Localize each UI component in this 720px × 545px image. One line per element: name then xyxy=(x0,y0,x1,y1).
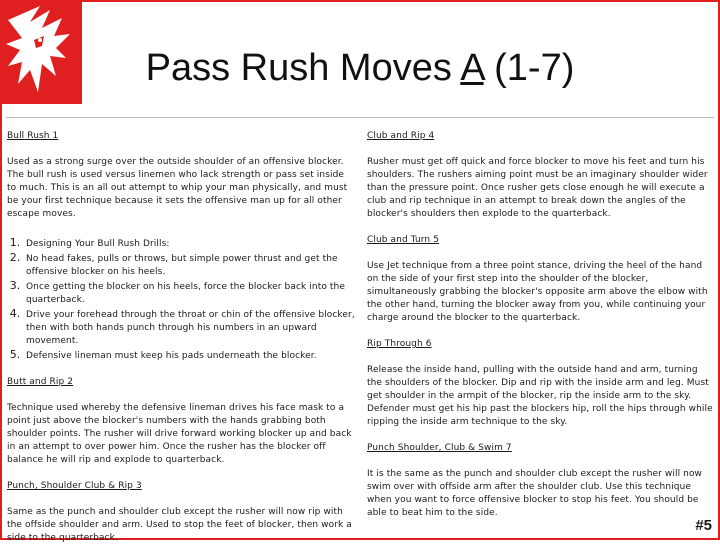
rip-through-heading: Rip Through 6 xyxy=(367,339,432,349)
club-and-rip-heading: Club and Rip 4 xyxy=(367,131,435,141)
butt-and-rip-heading: Butt and Rip 2 xyxy=(7,377,74,387)
bull-rush-drill-list xyxy=(7,236,355,363)
left-border xyxy=(0,104,2,540)
list-item: 2. No head fakes, pulls or throws, but simple power thrust and get the offensive blocker on his heels. xyxy=(24,251,355,279)
page-title: Pass Rush Moves A (1-7) xyxy=(145,47,575,89)
punch-swim-body: It is the same as the punch and shoulder club except the rusher will now swim over with offside arm after the shoulder club. Use this technique when you want to force offensive blocker to stop his feet. You should be able to beat him to the side. xyxy=(367,469,703,518)
butt-and-rip-body: Technique used whereby the defensive lineman drives his face mask to a point just above the blocker's numbers with the hands grabbing both shoulder points. The rusher will drive forward working blocker up and back in an attempt to over power him. Once the rusher has the blocker off balance he will rip and explode to quarterback. xyxy=(7,403,352,465)
right-column xyxy=(367,130,713,520)
page-number: #5 xyxy=(695,517,712,534)
list-item: 5. Defensive lineman must keep his pads underneath the blocker. xyxy=(24,348,355,363)
punch-swim-heading: Punch Shoulder, Club & Swim 7 xyxy=(367,443,512,453)
club-and-turn-body: Use Jet technique from a three point stance, driving the heel of the hand on the side of your first step into the shoulder of the blocker, simultaneously grabbing the blocker's opposite arm above the elbow with the other hand, turning the blocker away from you, while continuing your charge around the blocker to the quarterback. xyxy=(367,261,708,323)
bull-rush-heading: Bull Rush 1 xyxy=(7,131,59,141)
club-and-turn-heading: Club and Turn 5 xyxy=(367,235,440,245)
divider-line xyxy=(6,117,714,118)
punch-club-rip-heading: Punch, Shoulder Club & Rip 3 xyxy=(7,481,142,491)
top-border xyxy=(82,0,720,2)
club-and-rip-body: Rusher must get off quick and force blocker to move his feet and turn his shoulders. The rushers aiming point must be an imaginary shoulder wider than the pressure point. Once rusher gets close enough he will execute a club and rip technique in an attempt to break down the angles of the blocker's shoulders then explode to the quarterback. xyxy=(367,157,708,219)
list-item: 1. Designing Your Bull Rush Drills: xyxy=(24,236,355,251)
list-item: 4. Drive your forehead through the throat or chin of the offensive blocker, then with both hands punch through his numbers in an upward movement. xyxy=(24,307,355,348)
bull-rush-body: Used as a strong surge over the outside shoulder of an offensive blocker. The bull rush is used versus linemen who lack strength or pass set inside to much. This is an all out attempt to whip your man physically, and must be your first technique because it sets the offensive man up for all other escape moves. xyxy=(7,157,348,219)
rip-through-body: Release the inside hand, pulling with the outside hand and arm, turning the shoulders of the blocker. Dip and rip with the inside arm and leg. Must get shoulder in the armpit of the blocker, rip the inside arm to the sky. Defender must get his hip past the blockers hip, roll the hips through while ripping the inside arm technique to the sky. xyxy=(367,365,713,427)
left-column xyxy=(7,130,355,545)
punch-club-rip-body: Same as the punch and shoulder club except the rusher will now rip with the offside shoulder and arm. Used to stop the feet of blocker, then work a side to the quarterback. xyxy=(7,507,352,543)
list-item: 3. Once getting the blocker on his heels, force the blocker back into the quarterback. xyxy=(24,279,355,307)
